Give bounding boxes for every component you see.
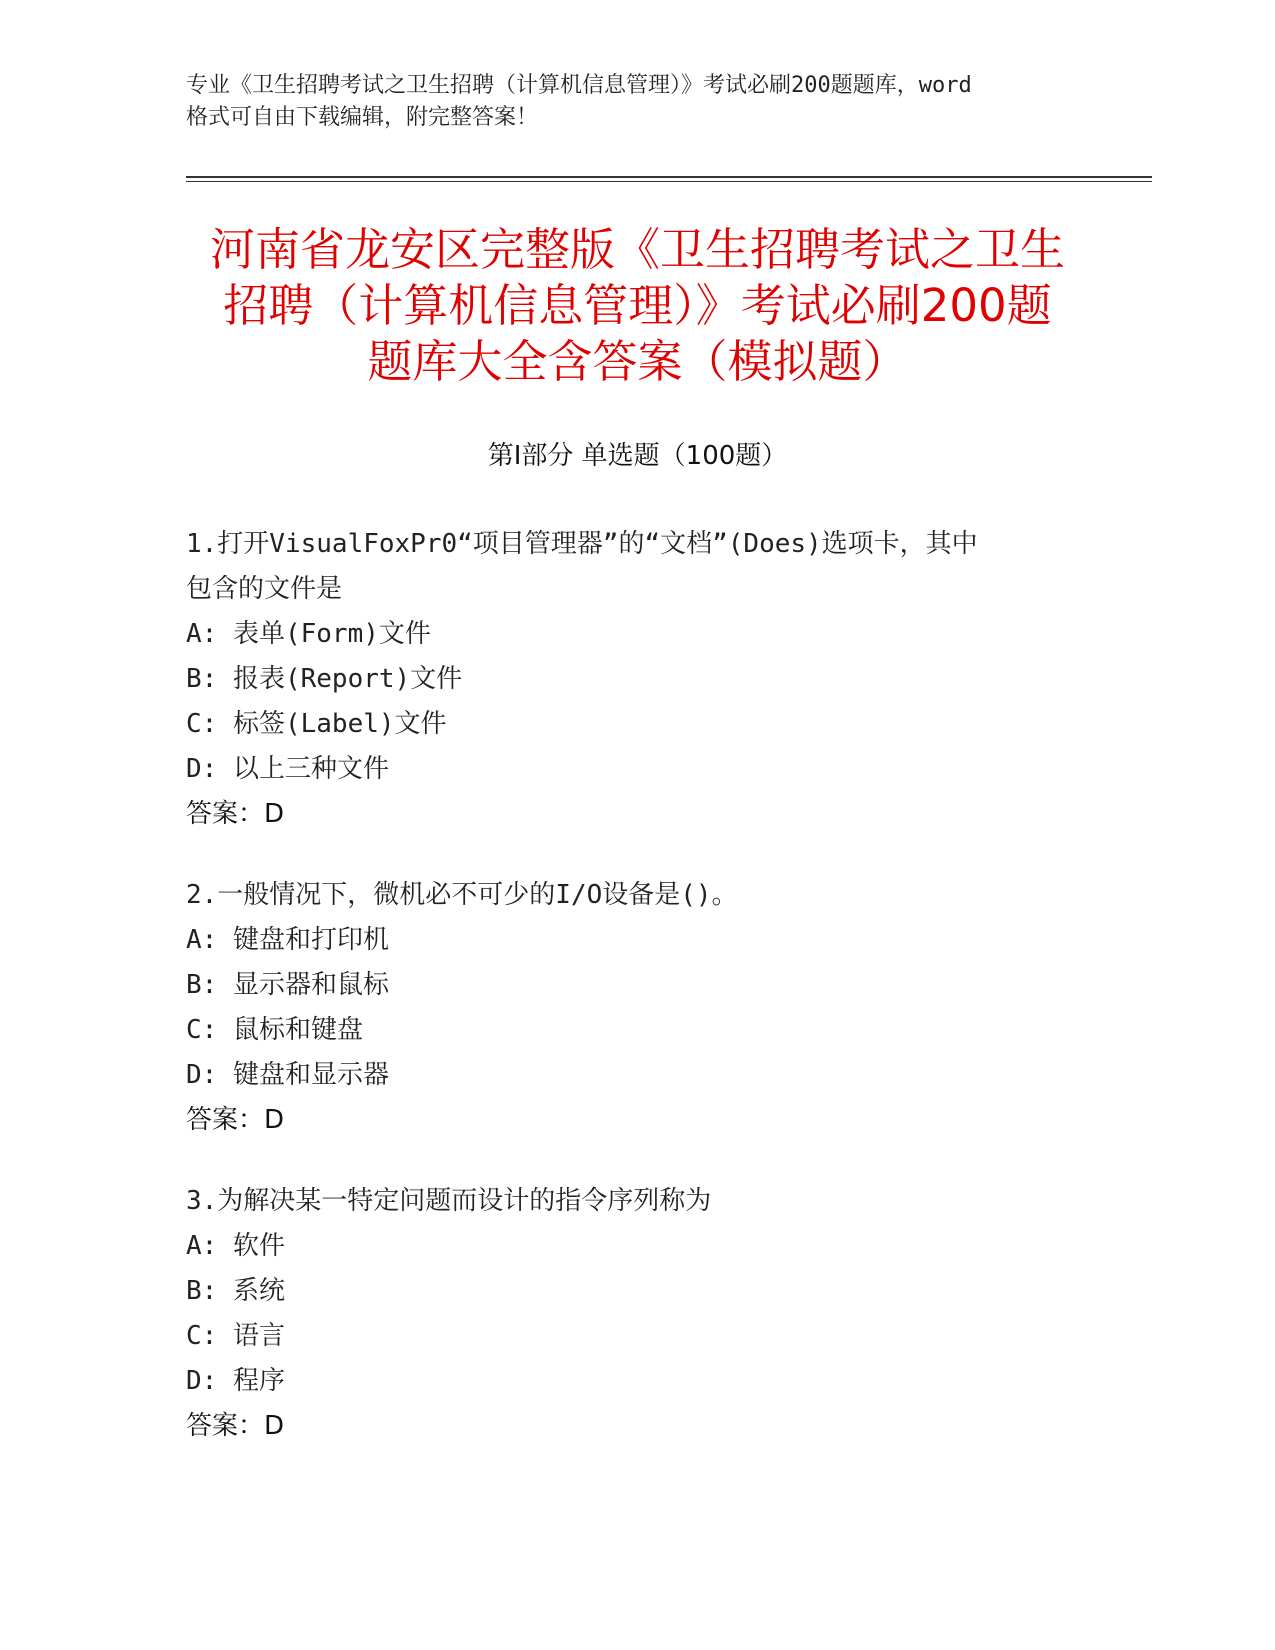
option-a: A: 表单(Form)文件 — [186, 619, 431, 649]
option-a: A: 软件 — [186, 1231, 285, 1261]
section-title: 第Ⅰ部分 单选题（100题） — [487, 441, 788, 471]
header-divider-thin — [186, 181, 1152, 182]
header-note-line-1: 专业《卫生招聘考试之卫生招聘（计算机信息管理）》考试必刷200题题库，word — [186, 73, 972, 98]
document-title-line-3: 题库大全含答案（模拟题） — [367, 335, 908, 388]
header-divider-thick — [186, 176, 1152, 178]
document-title-line-2: 招聘（计算机信息管理）》考试必刷200题 — [223, 279, 1052, 332]
question-stem-continued: 包含的文件是 — [186, 574, 343, 604]
option-d: D: 程序 — [186, 1366, 285, 1396]
question-3 — [186, 1179, 1086, 1449]
option-d: D: 键盘和显示器 — [186, 1060, 389, 1090]
option-c: C: 标签(Label)文件 — [186, 709, 447, 739]
question-list — [186, 522, 1086, 1485]
option-a: A: 键盘和打印机 — [186, 925, 389, 955]
option-c: C: 鼠标和键盘 — [186, 1015, 363, 1045]
option-c: C: 语言 — [186, 1321, 285, 1351]
question-stem: 1.打开VisualFoxPr0“项目管理器”的“文档”(Does)选项卡，其中 — [186, 529, 978, 559]
document-title-line-1: 河南省龙安区完整版《卫生招聘考试之卫生 — [209, 223, 1065, 276]
question-stem: 2.一般情况下，微机必不可少的I/O设备是()。 — [186, 880, 738, 910]
question-1 — [186, 522, 1086, 837]
header-note — [186, 70, 1086, 134]
answer: 答案：D — [186, 1411, 285, 1441]
header-note-line-2: 格式可自由下载编辑，附完整答案！ — [186, 105, 539, 130]
question-2 — [186, 873, 1086, 1143]
answer: 答案：D — [186, 1105, 285, 1135]
option-d: D: 以上三种文件 — [186, 754, 389, 784]
question-stem: 3.为解决某一特定问题而设计的指令序列称为 — [186, 1186, 712, 1216]
option-b: B: 报表(Report)文件 — [186, 664, 463, 694]
document-title — [170, 222, 1105, 390]
answer: 答案：D — [186, 799, 285, 829]
option-b: B: 显示器和鼠标 — [186, 970, 389, 1000]
option-b: B: 系统 — [186, 1276, 285, 1306]
